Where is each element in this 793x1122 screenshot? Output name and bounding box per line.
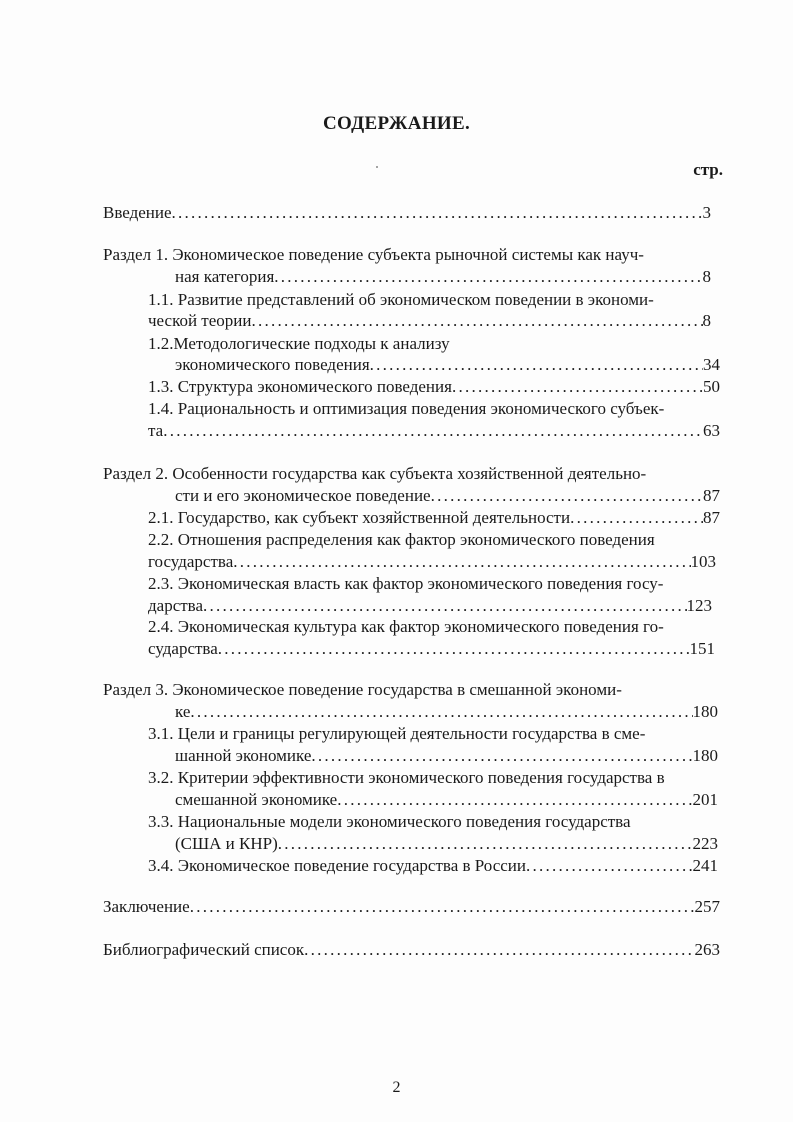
toc-entry-1-2-line1[interactable]: 1.2.Методологические подходы к анализу xyxy=(148,334,450,353)
toc-page-number: 123 xyxy=(686,596,712,615)
toc-entry-text: сударства xyxy=(148,639,218,658)
toc-entry-text: Введение xyxy=(103,203,172,222)
toc-entry-3-2-line1[interactable]: 3.2. Критерии эффективности экономического поведения государства в xyxy=(148,768,665,787)
toc-entry-2-2-line1[interactable]: 2.2. Отношения распределения как фактор экономического поведения xyxy=(148,530,655,549)
dot-leader xyxy=(526,856,692,876)
toc-entry-text: ная категория xyxy=(175,267,275,286)
toc-page-number: 3 xyxy=(702,203,711,222)
toc-entry-text: государства xyxy=(148,552,234,571)
toc-page-number: 87 xyxy=(703,508,720,527)
toc-page-number: 257 xyxy=(694,897,720,916)
toc-entry-3-1-line2[interactable] xyxy=(175,746,718,766)
toc-entry-3-3-line2[interactable] xyxy=(175,834,718,854)
page-title: СОДЕРЖАНИЕ. xyxy=(322,113,471,134)
page-column-label: стр. xyxy=(693,160,723,179)
toc-entry-2-4-line2[interactable] xyxy=(148,639,715,659)
toc-page-number: 180 xyxy=(692,702,718,721)
dot-leader xyxy=(431,486,703,506)
toc-entry-text: шанной экономике xyxy=(175,746,312,765)
toc-entry-text: 1.3. Структура экономического поведения xyxy=(148,377,452,396)
dot-leader xyxy=(452,377,703,397)
toc-section-3-line1[interactable]: Раздел 3. Экономическое поведение государства в смешанной экономи- xyxy=(103,680,622,699)
dot-leader xyxy=(370,355,703,375)
toc-page-number: 223 xyxy=(692,834,718,853)
dot-leader xyxy=(233,552,690,572)
toc-page-number: 50 xyxy=(703,377,720,396)
toc-page-number: 63 xyxy=(703,421,720,440)
dot-leader xyxy=(274,267,702,287)
toc-entry-text: Заключение xyxy=(103,897,190,916)
toc-entry-text: ке xyxy=(175,702,191,721)
toc-entry-1-4-line1[interactable]: 1.4. Рациональность и оптимизация поведения экономического субъек- xyxy=(148,399,665,418)
toc-entry-1-4-line2[interactable] xyxy=(148,421,720,441)
toc-section-2-line2[interactable] xyxy=(175,486,720,506)
toc-entry-bibliography[interactable] xyxy=(103,940,720,960)
toc-entry-3-2-line2[interactable] xyxy=(175,790,718,810)
toc-page-number: 87 xyxy=(703,486,720,505)
toc-entry-conclusion[interactable] xyxy=(103,897,720,917)
toc-page-number: 8 xyxy=(702,311,711,330)
toc-entry-text: (США и КНР) xyxy=(175,834,278,853)
toc-entry-1-1-line1[interactable]: 1.1. Развитие представлений об экономическом поведении в экономи- xyxy=(148,290,654,309)
toc-entry-text: та xyxy=(148,421,164,440)
toc-section-2-line1[interactable]: Раздел 2. Особенности государства как субъекта хозяйственной деятельно- xyxy=(103,464,647,483)
dot-leader xyxy=(337,790,692,810)
toc-entry-text: 3.4. Экономическое поведение государства в России xyxy=(148,856,527,875)
toc-entry-text: ческой теории xyxy=(148,311,252,330)
toc-entry-intro[interactable] xyxy=(103,203,711,223)
scan-speck xyxy=(376,166,378,168)
dot-leader xyxy=(190,702,692,722)
page-number: 2 xyxy=(392,1079,401,1096)
toc-page-number: 34 xyxy=(703,355,720,374)
toc-entry-text: Библиографический список xyxy=(103,940,305,959)
toc-entry-3-4[interactable] xyxy=(148,856,718,876)
toc-page-number: 241 xyxy=(692,856,718,875)
toc-entry-text: 2.1. Государство, как субъект хозяйственной деятельности xyxy=(148,508,571,527)
toc-entry-2-2-line2[interactable] xyxy=(148,552,716,572)
dot-leader xyxy=(251,311,702,331)
toc-entry-text: экономического поведения xyxy=(175,355,370,374)
toc-entry-3-1-line1[interactable]: 3.1. Цели и границы регулирующей деятельности государства в сме- xyxy=(148,724,646,743)
dot-leader xyxy=(172,203,703,223)
toc-entry-text: дарства xyxy=(148,596,204,615)
dot-leader xyxy=(218,639,690,659)
toc-entry-2-3-line1[interactable]: 2.3. Экономическая власть как фактор экономического поведения госу- xyxy=(148,574,664,593)
dot-leader xyxy=(278,834,693,854)
toc-page-number: 151 xyxy=(689,639,715,658)
dot-leader xyxy=(203,596,686,616)
toc-entry-text: сти и его экономическое поведение xyxy=(175,486,431,505)
toc-page-number: 103 xyxy=(690,552,716,571)
toc-entry-1-3[interactable] xyxy=(148,377,720,397)
toc-entry-2-1[interactable] xyxy=(148,508,720,528)
toc-entry-1-2-line2[interactable] xyxy=(175,355,720,375)
toc-entry-2-3-line2[interactable] xyxy=(148,596,712,616)
dot-leader xyxy=(570,508,703,528)
dot-leader xyxy=(190,897,695,917)
toc-page-number: 263 xyxy=(694,940,720,959)
toc-entry-3-3-line1[interactable]: 3.3. Национальные модели экономического поведения государства xyxy=(148,812,631,831)
toc-page-number: 8 xyxy=(702,267,711,286)
toc-section-3-line2[interactable] xyxy=(175,702,718,722)
toc-section-1-line2[interactable] xyxy=(175,267,711,287)
toc-page-number: 201 xyxy=(692,790,718,809)
toc-section-1-line1[interactable]: Раздел 1. Экономическое поведение субъекта рыночной системы как науч- xyxy=(103,245,644,264)
toc-page-number: 180 xyxy=(692,746,718,765)
toc-entry-2-4-line1[interactable]: 2.4. Экономическая культура как фактор экономического поведения го- xyxy=(148,617,664,636)
dot-leader xyxy=(304,940,694,960)
toc-entry-text: смешанной экономике xyxy=(175,790,338,809)
dot-leader xyxy=(163,421,703,441)
dot-leader xyxy=(311,746,692,766)
toc-entry-1-1-line2[interactable] xyxy=(148,311,711,331)
